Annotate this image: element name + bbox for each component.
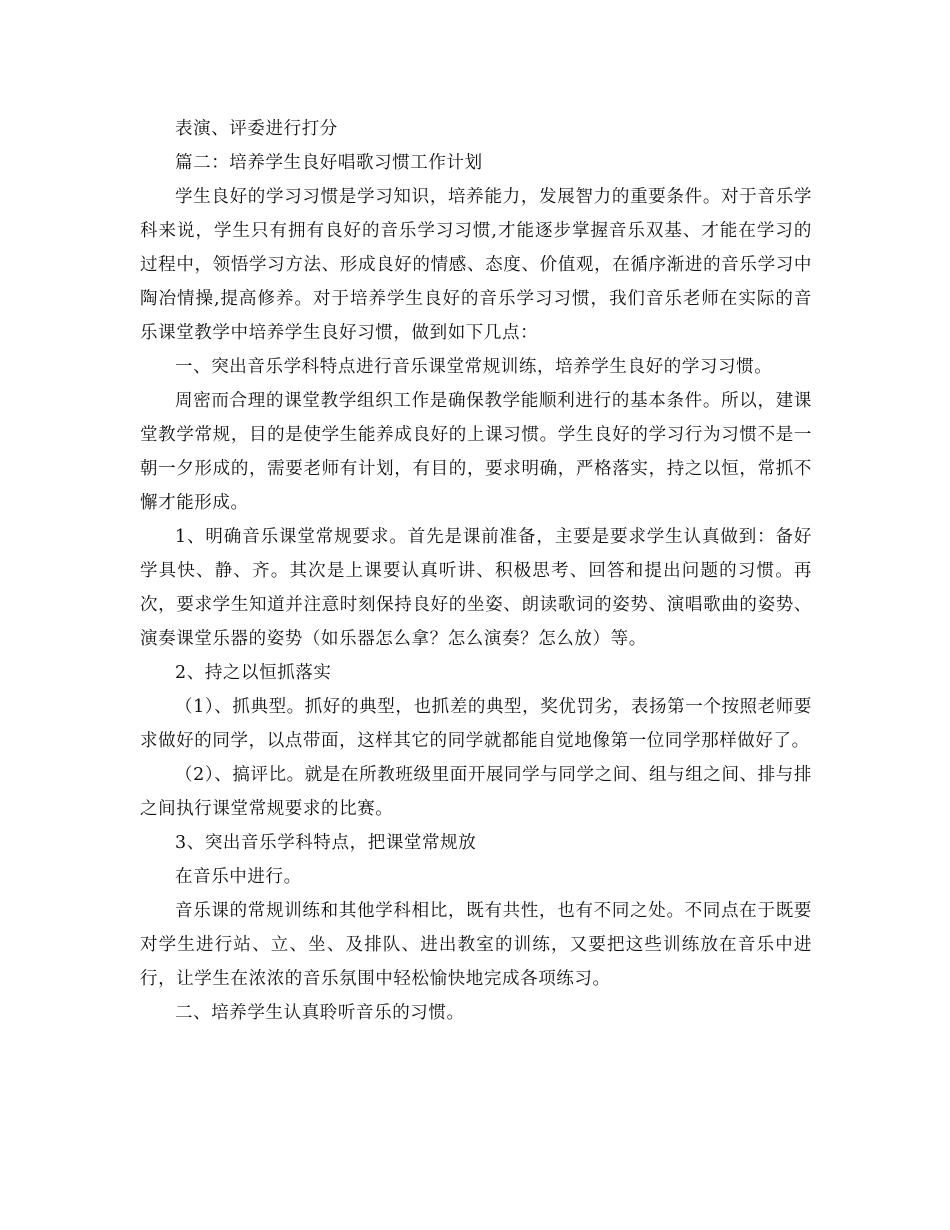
paragraph-intro: 学生良好的学习习惯是学习知识，培养能力，发展智力的重要条件。对于音乐学科来说，学生只有拥有良好的音乐学习习惯,才能逐步掌握音乐双基、才能在学习的过程中，领悟学习方法、形成良好的情感、态度、价值观，在循序渐进的音乐学习中陶冶情操,提高修养。对于培养学生良好的音乐学习习惯，我们音乐老师在实际的音乐课堂教学中培养学生良好习惯，做到如下几点： <box>140 187 812 343</box>
paragraph-classroom-organization: 周密而合理的课堂教学组织工作是确保教学能顺利进行的基本条件。所以，建课堂教学常规，目的是使学生能养成良好的上课习惯。学生良好的学习行为习惯不是一朝一夕形成的，需要老师有计划，有目的，要求明确，严格落实，持之以恒，常抓不懈才能形成。 <box>140 391 812 513</box>
heading-point-one: 一、突出音乐学科特点进行音乐课堂常规训练，培养学生良好的学习习惯。 <box>175 357 773 377</box>
heading-persistence: 2、持之以恒抓落实 <box>175 663 332 683</box>
paragraph-in-music: 在音乐中进行。 <box>175 867 302 887</box>
paragraph-classroom-rules: 1、明确音乐课堂常规要求。首先是课前准备，主要是要求学生认真做到：备好学具快、静、齐。其次是上课要认真听讲、积极思考、回答和提出问题的习惯。再次，要求学生知道并注意时刻保持良好的坐姿、朗读歌词的姿势、演唱歌曲的姿势、演奏课堂乐器的姿势（如乐器怎么拿？怎么演奏？怎么放）等。 <box>140 527 812 649</box>
paragraph-competition: （2）、搞评比。就是在所教班级里面开展同学与同学之间、组与组之间、排与排之间执行课堂常规要求的比赛。 <box>140 765 812 819</box>
document-body <box>140 112 812 1030</box>
section-heading-part-two: 篇二：培养学生良好唱歌习惯工作计划 <box>175 153 483 173</box>
heading-point-two: 二、培养学生认真聆听音乐的习惯。 <box>175 1003 465 1023</box>
paragraph-routine-training: 音乐课的常规训练和其他学科相比，既有共性，也有不同之处。不同点在于既要对学生进行站、立、坐、及排队、进出教室的训练，又要把这些训练放在音乐中进行，让学生在浓浓的音乐氛围中轻松愉快地完成各项练习。 <box>140 901 812 989</box>
heading-music-features: 3、突出音乐学科特点，把课堂常规放 <box>175 833 477 853</box>
paragraph-performance-scoring: 表演、评委进行打分 <box>175 119 338 139</box>
paragraph-typical-examples: （1）、抓典型。抓好的典型，也抓差的典型，奖优罚劣，表扬第一个按照老师要求做好的同学，以点带面，这样其它的同学就都能自觉地像第一位同学那样做好了。 <box>140 697 812 751</box>
